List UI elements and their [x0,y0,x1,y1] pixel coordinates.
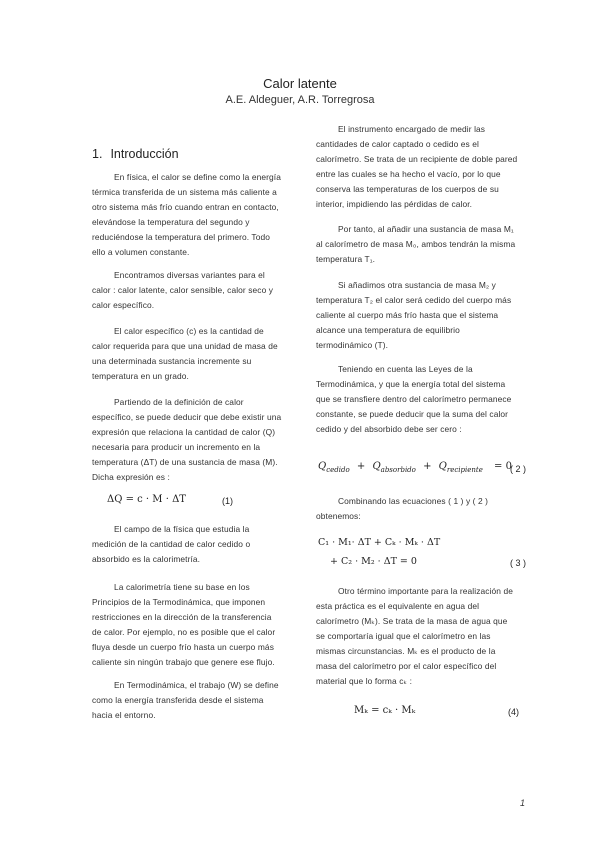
eq2-sub-recipiente: recipiente [446,466,483,474]
equation-3-number: ( 3 ) [510,558,527,568]
eq2-sub-absorbido: absorbido [380,466,416,474]
equation-1-number: (1) [222,496,233,506]
paragraph-expresion-calor: Partiendo de la definición de calor específico, se puede deducir que debe existir una expresión que relaciona la cantidad de calor (Q) necesaria para producir un incremento en la temperatura (ΔT) de una sustancia de masa (M). Dicha expresión es : [92,397,282,482]
paragraph-equivalente-agua: Otro término importante para la realización de esta práctica es el equivalente en agua del calorímetro (Mₖ). Se trata de la masa de agua que se comportaría igual que el calorímetro en las mismas circunstancias. Mₖ es el producto de la masa del calorímetro por el calor específico del material que lo forma cₖ : [316,586,513,686]
section-title: Introducción [110,147,179,161]
paper-title: Calor latente [263,76,337,91]
page-number: 1 [520,798,526,808]
paragraph-leyes-termodinamica: Teniendo en cuenta las Leyes de la Termodinámica, y que la energía total del sistema que se transfiere dentro del calorímetro permanece constante, se puede deducir que la suma del calor cedido y del absorbido debe ser cero : [316,364,512,434]
paragraph-principios-termodinamica: La calorimetría tiene su base en los Principios de la Termodinámica, que imponen restricciones en la dirección de la transferencia de calor. Por ejemplo, no es posible que el calor fluya desde un cuerpo frío hasta un cuerpo más caliente sin ningún trabajo que genere ese flujo. [92,582,276,667]
equation-4-number: (4) [508,707,519,717]
section-number: 1. [92,147,103,161]
eq2-rhs: = 0 [494,461,512,472]
section-heading [92,147,179,161]
equation-3-line-1: C₁ · M₁· ΔT + Cₖ · Mₖ · ΔT [318,537,441,548]
eq2-q-recipiente: Q [438,461,447,472]
paragraph-variantes-calor: Encontramos diversas variantes para el calor : calor latente, calor sensible, calor seco y calor específico. [92,270,274,310]
equation-2-number: ( 2 ) [510,464,527,474]
eq2-sub-cedido: cedido [326,466,350,474]
paragraph-calor-especifico: El calor específico (c) es la cantidad de calor requerida para que una unidad de masa de una determinada sustancia incremente su temperatura en un grado. [92,326,278,381]
equation-1: ΔQ = c · M · ΔT [107,494,186,505]
paragraph-trabajo: En Termodinámica, el trabajo (W) se define como la energía transferida desde el sistema hacia el entorno. [92,680,279,720]
paragraph-masa-m2: Si añadimos otra sustancia de masa M₂ y temperatura T₂ el calor será cedido del cuerpo más caliente al cuerpo más frío hasta que el sistema alcance una temperatura de equilibrio termodinámico (T). [316,280,512,350]
paragraph-calorimetro: El instrumento encargado de medir las cantidades de calor captado o cedido es el calorímetro. Se trata de un recipiente de doble pared entre las cuales se ha hecho el vacío, por lo que conserva las temperaturas de los cuerpos de su interior, impidiendo las pérdidas de calor. [316,124,518,209]
paragraph-masa-m1: Por tanto, al añadir una sustancia de masa M₁ al calorímetro de masa M₀, ambos tendrán la misma temperatura T₁. [316,224,516,264]
eq2-plus-2: + [423,461,432,472]
equation-4: Mₖ = cₖ · Mₖ [354,705,416,716]
eq2-q-cedido: Q [318,461,327,472]
equation-3-line-2: + C₂ · M₂ · ΔT = 0 [330,556,417,567]
paragraph-combinando-ecuaciones: Combinando las ecuaciones ( 1 ) y ( 2 ) obtenemos: [316,496,489,521]
paragraph-calor-definicion: En física, el calor se define como la energía térmica transferida de un sistema más caliente a otro sistema más frío cuando entran en contacto, elevándose la temperatura del segundo y reduciéndose la temperatura del primero. Todo ello a volumen constante. [92,172,281,257]
eq2-plus-1: + [356,461,366,472]
paper-authors: A.E. Aldeguer, A.R. Torregrosa [225,94,375,106]
eq2-q-absorbido: Q [372,461,381,472]
paragraph-calorimetria: El campo de la física que estudia la medición de la cantidad de calor cedido o absorbido es la calorimetría. [92,524,251,564]
equation-2 [318,461,512,474]
